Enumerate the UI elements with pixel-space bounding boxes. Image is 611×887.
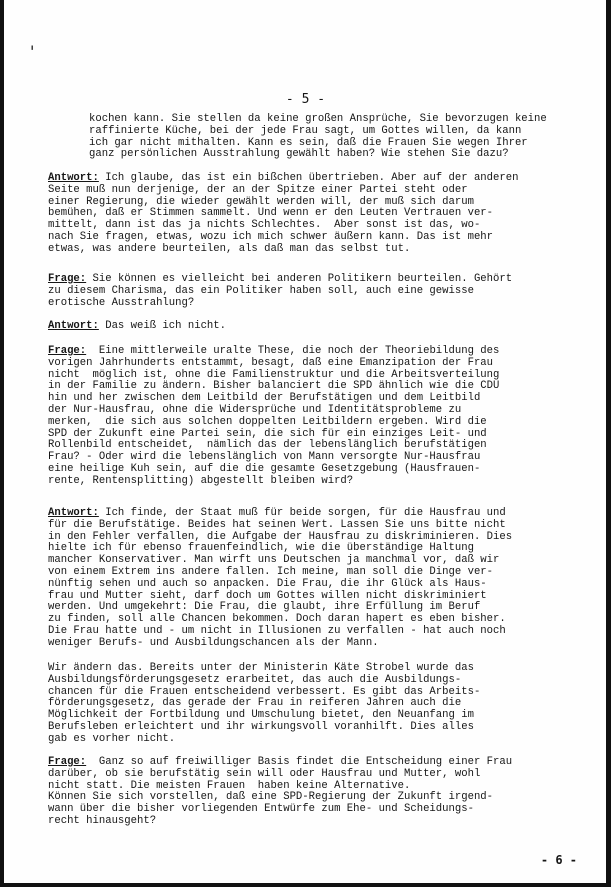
answer-block: [48, 173, 584, 256]
next-page-indicator: - 6 -: [540, 853, 577, 867]
answer-text: Ich glaube, das ist ein bißchen übertrieben. Aber auf der anderen Seite muß nun derjenige, der an der Spitze einer Partei steht oder einer Regierung, die wieder gewählt werden will, der muß sich darum bemühen, daß er Stimmen sammelt. Und wenn er den Leuten Vertrauen ver- mittelt, dann ist das ja nichts Schlechtes. Aber sonst ist das, wo- nach Sie fragen, etwas, wozu ich mich schwer äußern kann. Das ist mehr etwas, was andere beurteilen, als daß man das selbst tut.: [48, 172, 519, 255]
answer-label: Antwort:: [48, 320, 99, 332]
question-label: Frage:: [48, 345, 87, 357]
answer-continuation: Wir ändern das. Bereits unter der Ministerin Käte Strobel wurde das Ausbildungsförderungsgesetz erarbeitet, das auch die Ausbildungs- chancen für die Frauen entscheidend verbessert. Es gibt das Arbeits- förderungsgesetz, das gerade der Frau in reiferen Jahren auch die Möglichkeit der Fortbildung und Umschulung bietet, den Neuanfang im Berufsleben erleichtert und ihr wirkungsvoll voranhilft. Dies alles gab es vorher nicht.: [48, 662, 481, 745]
answer-label: Antwort:: [48, 172, 99, 184]
question-block: [48, 346, 584, 488]
answer-text: Ich finde, der Staat muß für beide sorgen, für die Hausfrau und für die Berufstätige. Beides hat seinen Wert. Lassen Sie uns bitte nicht in den Fehler verfallen, die Aufgabe der Hausfrau zu diskriminieren. Dies hielte ich für ebenso frauenfeindlich, wie die überständige Haltung mancher Konservativer. Man wirft uns Deutschen ja manchmal vor, daß wir von einem Extrem ins andere fallen. Ich meine, man soll die Dinge ver- nünftig sehen und auch so anpacken. Die Frau, die ihr Glück als Haus- frau und Mutter sieht, darf doch um Gottes willen nicht diskriminiert werden. Und umgekehrt: Die Frau, die glaubt, ihre Erfüllung im Beruf zu finden, soll alle Chancen bekommen. Doch daran hapert es eben bisher. Die Frau hatte und - um nicht in Illusionen zu verfallen - hat auch noch weniger Berufs- und Ausbildungschancen als der Mann.: [48, 507, 513, 649]
question-text: Eine mittlerweile uralte These, die noch der Theoriebildung des vorigen Jahrhunderts entstammt, besagt, daß eine Emanzipation der Frau nicht möglich ist, ohne die Familienstruktur und die Arbeitsverteilung in der Familie zu ändern. Bisher balanciert die SPD ähnlich wie die CDU hin und her zwischen dem Leitbild der Berufstätigen und dem Leitbild der Nur-Hausfrau, ohne die Widersprüche und Identitätsprobleme zu merken, die sich aus solchen doppelten Leitbildern ergeben. Wird die SPD der Zukunft eine Partei sein, die sich für ein einziges Leit- und Rollenbild entscheidet, nämlich das der lebenslänglich berufstätigen Frau? - Oder wird die lebenslänglich von Mann versorgte Nur-Hausfrau eine heilige Kuh sein, auf die die gesamte Gesetzgebung (Hausfrauen- rente, Rentensplitting) abgestellt bleiben wird?: [48, 345, 500, 487]
answer-text: Das weiß ich nicht.: [98, 320, 227, 332]
question-text: Ganz so auf freiwilliger Basis findet die Entscheidung einer Frau darüber, ob sie berufstätig sein will oder Hausfrau und Mutter, wohl nicht statt. Die meisten Frauen haben keine Alternative. Können Sie sich vorstellen, daß eine SPD-Regierung der Zukunft irgend- wann über die bisher vorliegenden Entwürfe zum Ehe- und Scheidungs- recht hinausgeht?: [48, 756, 513, 827]
continued-question-text: kochen kann. Sie stellen da keine großen Ansprüche, Sie bevorzugen keine raffinierte Küche, bei der jede Frau sagt, um Gottes willen, da kann ich gar nicht mithalten. Kann es sein, daß die Frauen Sie wegen Ihrer ganz persönlichen Ausstrahlung gewählt haben? Wie stehen Sie dazu?: [89, 113, 547, 161]
question-block: [48, 274, 584, 309]
answer-label: Antwort:: [48, 507, 99, 519]
margin-mark: ': [30, 42, 35, 61]
question-text: Sie können es vielleicht bei anderen Politikern beurteilen. Gehört zu diesem Charisma, das ein Politiker haben soll, auch eine gewisse erotische Ausstrahlung?: [48, 273, 513, 309]
answer-block: [48, 321, 584, 333]
answer-block: [48, 508, 584, 650]
question-block: [48, 757, 584, 828]
question-label: Frage:: [48, 756, 87, 768]
question-label: Frage:: [48, 273, 87, 285]
page-number: - 5 -: [285, 92, 326, 107]
